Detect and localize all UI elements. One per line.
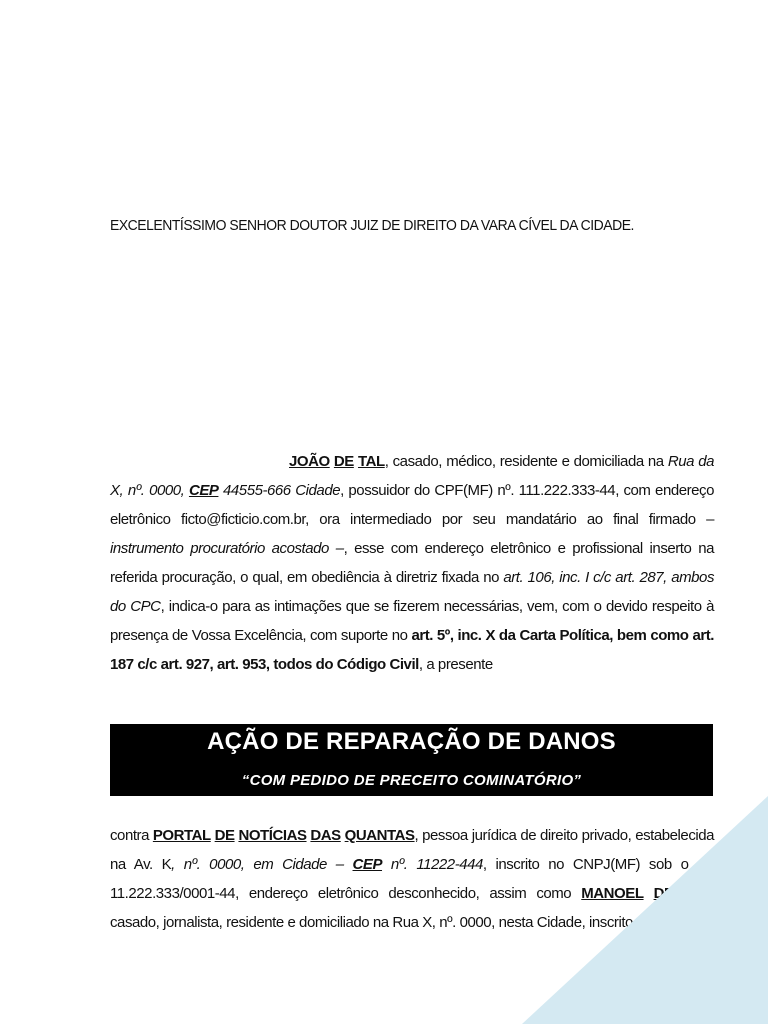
intro-text-3: , esse com endereço eletrônico e profissional inserto na referida procuração, o qual, em obediência à diretriz fixada no	[110, 540, 714, 586]
action-subtitle: “COM PEDIDO DE PRECEITO COMINATÓRIO”	[241, 772, 582, 789]
intro-text-5: , a presente	[418, 656, 493, 673]
author-name-first: JOÃO	[289, 453, 330, 470]
mandate-reference: instrumento procuratório acostado –	[110, 540, 344, 557]
defendant-name-w5: QUANTAS	[344, 827, 415, 844]
second-defendant-w2: DE	[653, 885, 674, 902]
defendant-address: , nº. 0000, em Cidade –	[171, 856, 353, 873]
defendant-text-3: , inscrito no CNPJ(MF) sob o nº. 11.222.333/0001-44, endereço eletrônico desconhecido, assim como	[110, 856, 714, 902]
action-title-box	[110, 724, 713, 796]
intro-paragraph	[110, 447, 714, 679]
defendant-text-1: contra	[110, 827, 153, 844]
legal-basis: art. 5º, inc. X da Carta Política, bem como art. 187 c/c art. 927, art. 953, todos do Código Civil	[110, 627, 714, 673]
defendant-text-2: , pessoa jurídica de direito privado, estabelecida na Av. K	[110, 827, 715, 873]
addressee-heading: EXCELENTÍSSIMO SENHOR DOUTOR JUIZ DE DIREITO DA VARA CÍVEL DA CIDADE.	[110, 217, 634, 234]
defendant-name-w3: NOTÍCIAS	[238, 827, 307, 844]
author-name-mid: DE	[333, 453, 354, 470]
intro-text-1: , casado, médico, residente e domiciliada na	[384, 453, 668, 470]
cpc-article-reference: art. 106, inc. I c/c art. 287, ambos do CPC	[110, 569, 714, 615]
defendant-name-w1: PORTAL	[152, 827, 211, 844]
intro-text-4: , indica-o para as intimações que se fizerem necessárias, vem, com o devido respeito à presença de Vossa Excelência, com suporte no	[110, 598, 715, 644]
defendant-name-w2: DE	[214, 827, 235, 844]
second-defendant-w3: TAL	[683, 885, 711, 902]
defendant-name-w4: DAS	[310, 827, 341, 844]
author-cep-value: 44555-666 Cidade	[218, 482, 341, 499]
author-name-last: TAL	[358, 453, 385, 470]
defendant-cep-value: nº. 11222-444	[382, 856, 483, 873]
page-number: 1	[708, 931, 715, 946]
author-cep-label: CEP	[188, 482, 219, 499]
defendant-cep-label: CEP	[352, 856, 383, 873]
author-address: Rua da X, nº. 0000,	[110, 453, 715, 499]
action-title: AÇÃO DE REPARAÇÃO DE DANOS	[207, 728, 616, 755]
defendant-text-4: , casado, jornalista, residente e domiciliado na Rua X, nº. 0000, nesta Cidade, inscrito no	[110, 885, 714, 931]
intro-text-2: , possuidor do CPF(MF) nº. 111.222.333-44, com endereço eletrônico ficto@ficticio.com.br, ora intermediado por seu mandatário ao final firmado –	[110, 482, 714, 528]
corner-decoration	[522, 796, 768, 1024]
second-defendant-w1: MANOEL	[581, 885, 644, 902]
